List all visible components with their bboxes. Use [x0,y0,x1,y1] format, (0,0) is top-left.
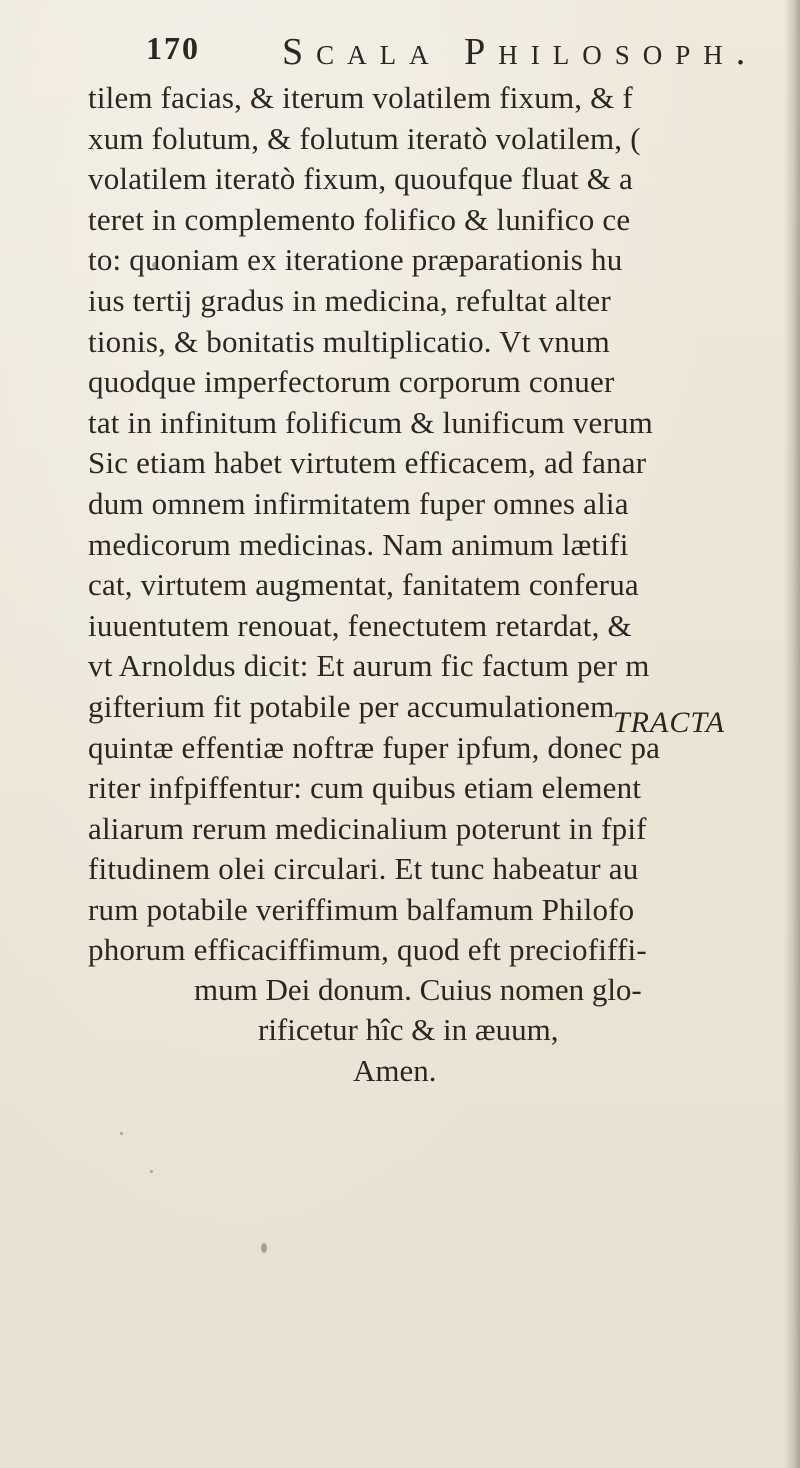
closing-line: mum Dei donum. Cuius nomen glo- [194,972,642,1007]
text-line: phorum efficaciffimum, quod eft preciofiffi- [88,932,647,968]
text-line: vt Arnoldus dicit: Et aurum fic factum per m [88,648,650,684]
text-line: tionis, & bonitatis multiplicatio. Vt vnum [88,323,610,359]
page-header [146,30,786,80]
text-line: cat, virtutem augmentat, fanitatem conferua [88,567,639,603]
text-line: riter infpiffentur: cum quibus etiam element [88,770,642,806]
ink-speck [120,1132,123,1135]
text-line: quintæ effentiæ noftræ fuper ipfum, donec pa [88,729,661,765]
text-line: quodque imperfectorum corporum conuer [88,364,615,400]
text-line: volatilem iteratò fixum, quoufque fluat & a [88,161,633,197]
text-line: dum omnem infirmitatem fuper omnes alia [88,485,629,521]
text-line: to: quoniam ex iteratione præparationis hu [88,242,623,278]
closing-line: rificetur hîc & in æuum, [258,1012,559,1047]
text-line: rum potabile veriffimum balfamum Philofo [88,891,635,927]
text-line: tilem facias, & iterum volatilem fixum, & f [88,80,633,115]
catchword: TRACTA [613,706,726,739]
ink-speck [261,1243,267,1253]
text-line: Sic etiam habet virtutem efficacem, ad fanar [88,445,647,481]
text-line: aliarum rerum medicinalium poterunt in fpif [88,810,647,846]
text-line: tat in infinitum folificum & lunificum verum [88,404,653,440]
text-line: xum folutum, & folutum iteratò volatilem, ( [88,120,641,156]
ink-speck [152,262,157,268]
text-line: fitudinem olei circulari. Et tunc habeatur au [88,851,639,887]
text-line: iuuentutem renouat, fenectutem retardat, & [88,607,632,643]
page-number: 170 [146,30,200,66]
closing-line: Amen. [353,1053,437,1088]
text-line: medicorum medicinas. Nam animum lætifi [88,526,629,562]
text-line: gifterium fit potabile per accumulationem [88,688,615,724]
body-text [88,78,788,971]
ink-speck [150,1170,153,1173]
text-line: ius tertij gradus in medicina, refultat alter [88,282,611,318]
text-line: teret in complemento folifico & lunifico ce [88,201,631,237]
running-title: Scala Philosoph. [282,31,759,73]
